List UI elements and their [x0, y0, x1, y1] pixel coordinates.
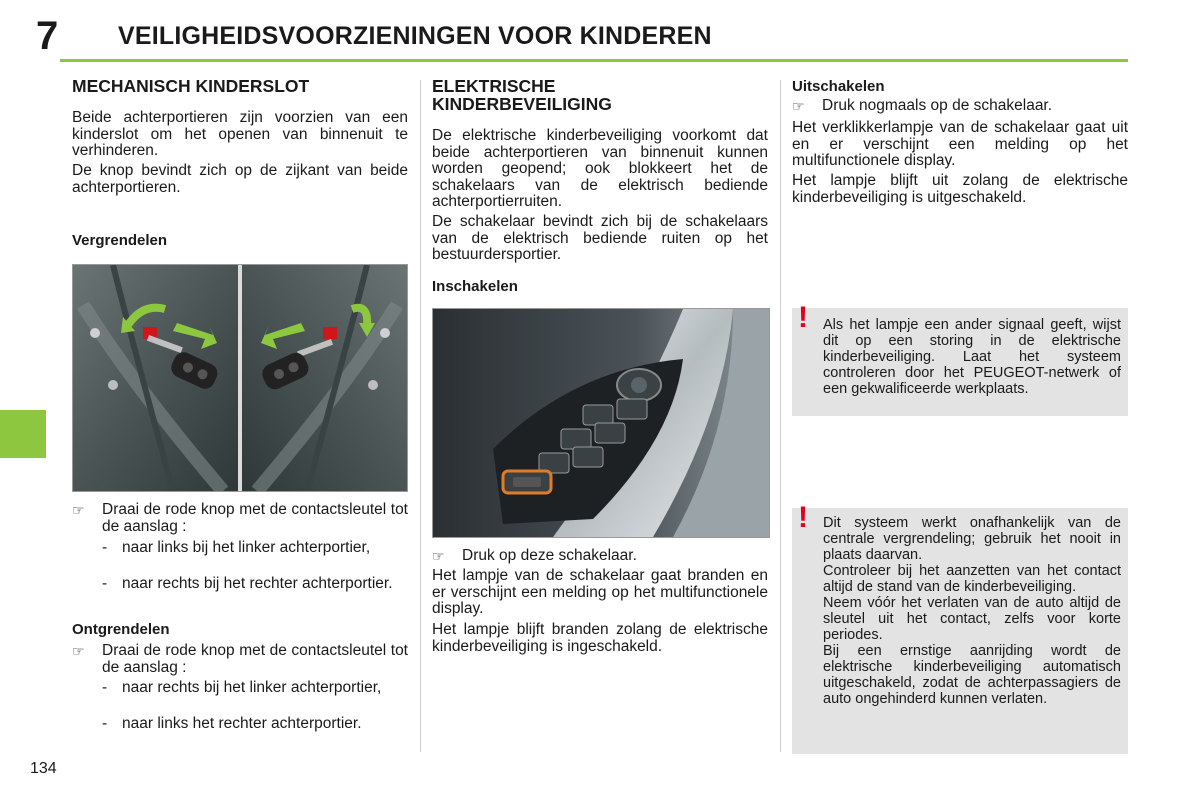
subheading-unlock: Ontgrendelen: [72, 621, 170, 638]
subheading-lock: Vergrendelen: [72, 232, 168, 249]
paragraph: Het lampje blijft uit zolang de elektrische kinderbeveiliging is uitgeschakeld.: [792, 172, 1128, 206]
warning-icon: !: [798, 501, 808, 534]
pointing-hand-icon: ☞: [72, 502, 85, 518]
column-electric-lock: [432, 76, 768, 766]
warning-icon: !: [798, 301, 808, 334]
pointing-hand-icon: ☞: [792, 98, 805, 114]
instruction-unlock: [72, 643, 408, 676]
section-heading: MECHANISCH KINDERSLOT: [72, 76, 310, 96]
chapter-title: VEILIGHEIDSVOORZIENINGEN VOOR KINDEREN: [118, 22, 712, 50]
column-divider: [420, 80, 421, 752]
paragraph: Het lampje blijft branden zolang de elektrische kinderbeveiliging is ingeschakeld.: [432, 621, 768, 655]
chapter-number: 7: [36, 14, 59, 58]
instruction-off: [792, 98, 1128, 115]
window-switch-illustration: [432, 308, 770, 538]
column-deactivate: [792, 76, 1128, 276]
instruction-lock: [72, 502, 408, 535]
paragraph: Het lampje van de schakelaar gaat branden en er verschijnt een melding op het multifunctionele display.: [432, 567, 768, 617]
chapter-side-tab: [0, 410, 46, 458]
instruction-text: Draai de rode knop met de contactsleutel tot de aanslag :: [102, 642, 408, 676]
subheading-on: Inschakelen: [432, 278, 518, 295]
paragraph: Het verklikkerlampje van de schakelaar gaat uit en er verschijnt een melding op het multifunctionele display.: [792, 119, 1128, 169]
list-item: - naar links bij het linker achterportier,: [102, 539, 371, 556]
paragraph: De elektrische kinderbeveiliging voorkomt dat beide achterportieren van binnenuit kunnen worden geopend; ook blokkeert het de schakelaars van de elektrisch bediende achterportierruiten.: [432, 127, 768, 210]
warning-box-independent: [792, 501, 1128, 754]
paragraph: De knop bevindt zich op de zijkant van beide achterportieren.: [72, 162, 408, 196]
instruction-text: Druk op deze schakelaar.: [462, 547, 637, 564]
subheading-off: Uitschakelen: [792, 78, 885, 95]
child-lock-illustration: [72, 264, 408, 492]
section-heading-line1: ELEKTRISCHE: [432, 76, 556, 96]
warning-text: Dit systeem werkt onafhankelijk van de centrale vergrendeling; gebruik het nooit in plaats daarvan. Controleer bij het aanzetten van het contact altijd de stand van de kinderbeveiliging. Neem vóór het verlaten van de auto altijd de sleutel uit het contact, zelfs voor korte periodes. Bij een ernstige aanrijding wordt de elektrische kinderbeveiliging automatisch uitgeschakeld, zodat de achterpassagiers de auto ongehinderd kunnen verlaten.: [823, 515, 1121, 707]
warning-text: Als het lampje een ander signaal geeft, wijst dit op een storing in de elektrische kinderbeveiliging. Laat het systeem controleren door het PEUGEOT-netwerk of een gekwalificeerde werkplaats.: [823, 317, 1121, 397]
warning-box-malfunction: [792, 301, 1128, 416]
paragraph: Beide achterportieren zijn voorzien van een kinderslot om het openen van binnenuit te verhinderen.: [72, 109, 408, 159]
pointing-hand-icon: ☞: [432, 548, 445, 564]
list-item: - naar rechts bij het linker achterportier,: [102, 679, 382, 696]
column-divider: [780, 80, 781, 752]
instruction-text: Druk nogmaals op de schakelaar.: [822, 97, 1053, 114]
list-item: - naar links het rechter achterportier.: [102, 715, 362, 732]
page-number: 134: [30, 760, 57, 777]
paragraph: De schakelaar bevindt zich bij de schakelaars van de elektrisch bediende ruiten op het bestuurdersportier.: [432, 213, 768, 263]
instruction-on: [432, 548, 768, 565]
instruction-text: Draai de rode knop met de contactsleutel tot de aanslag :: [102, 501, 408, 535]
header-rule: [60, 59, 1128, 62]
pointing-hand-icon: ☞: [72, 643, 85, 659]
section-heading-line2: KINDERBEVEILIGING: [432, 94, 612, 114]
column-mechanical-lock: [72, 76, 408, 766]
list-item: - naar rechts bij het rechter achterportier.: [102, 575, 393, 592]
